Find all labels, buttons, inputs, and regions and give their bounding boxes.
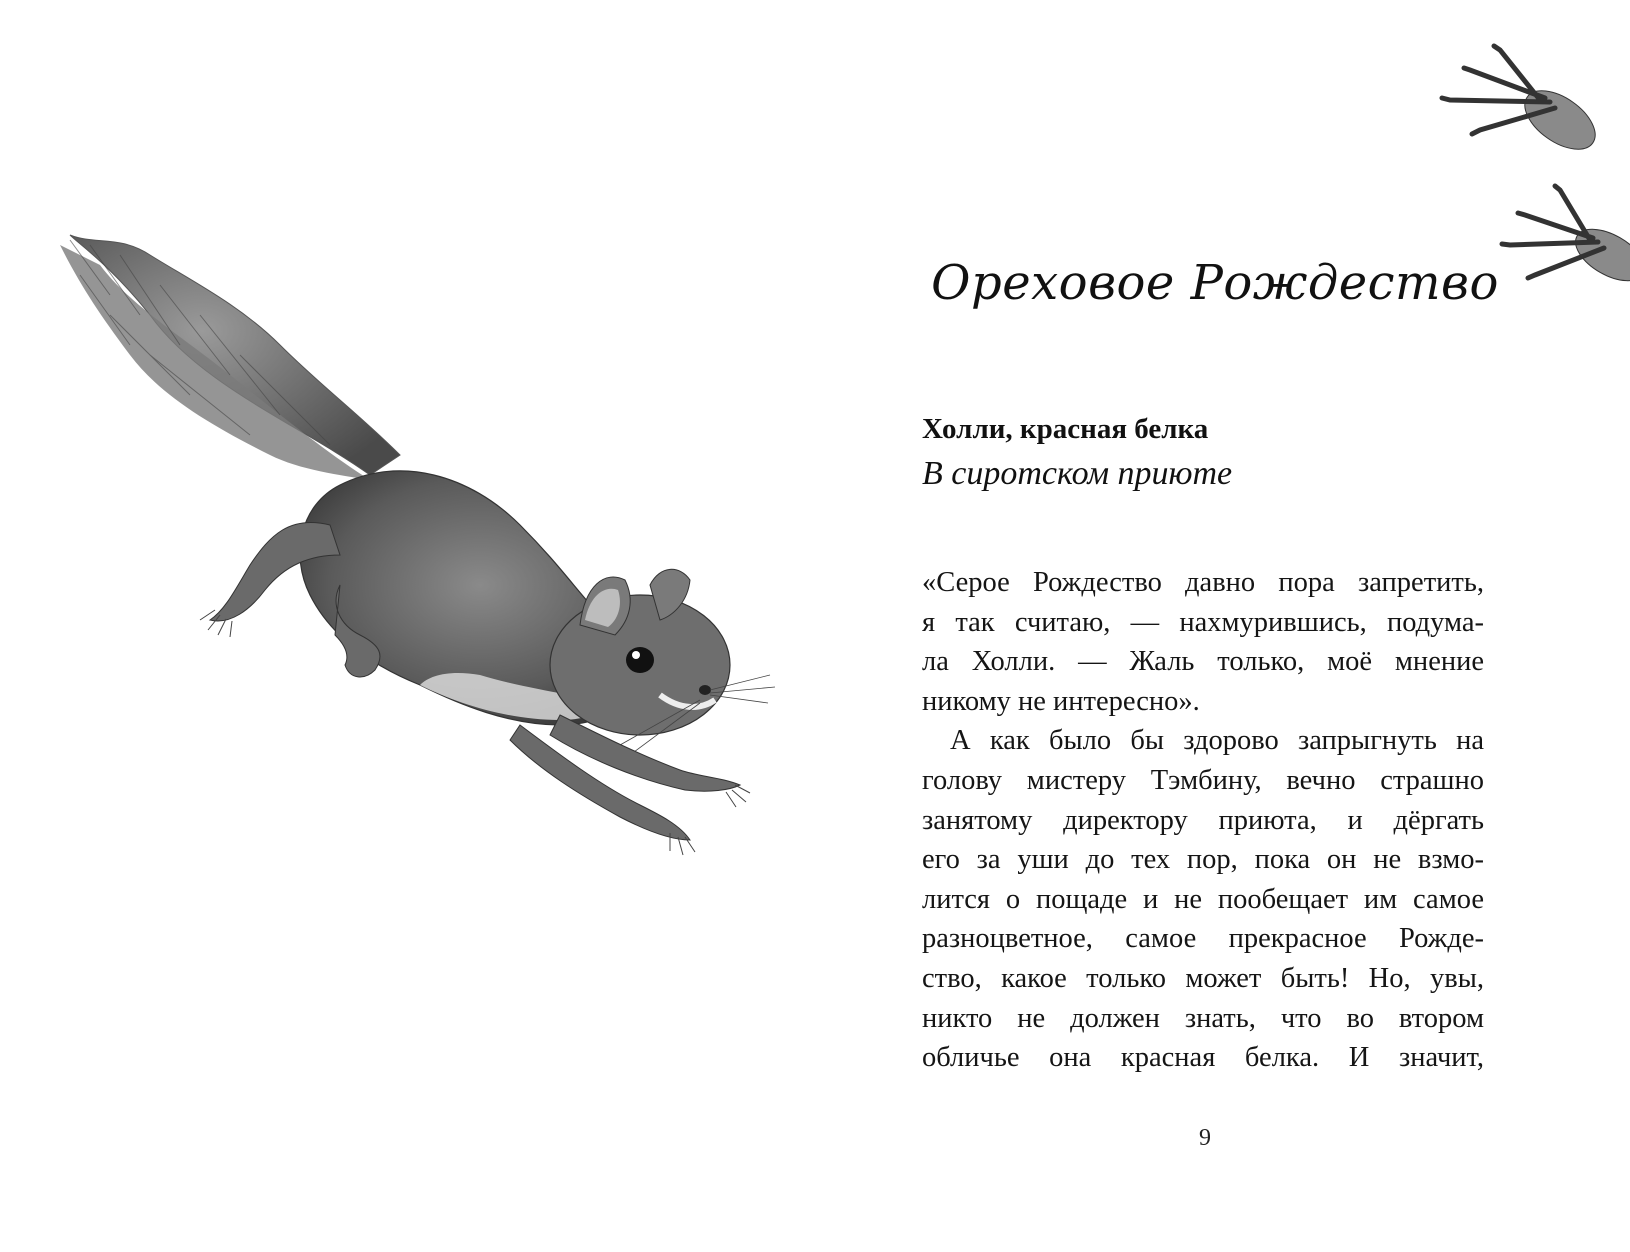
page-number: 9 [1199, 1125, 1211, 1151]
text-line: «Серое Рождество давно пора запретить, [922, 567, 1484, 598]
text-line: ство, какое только может быть! Но, увы, [922, 962, 1484, 994]
body-text [922, 563, 1484, 1078]
location-subtitle: В сиротском приюте [922, 455, 1233, 492]
squirrel-illustration [40, 225, 800, 915]
text-line: А как было бы здорово запрыгнуть на [950, 725, 1484, 757]
paw-print-icon [1442, 46, 1605, 161]
text-line: голову мистеру Тэмбину, вечно страшно [922, 764, 1484, 796]
text-line: ла Холли. — Жаль только, моё мнение [922, 646, 1484, 678]
squirrel-tail [60, 235, 400, 480]
character-name: Холли, красная белка [922, 413, 1209, 445]
text-line: обличье она красная белка. И значит, [922, 1042, 1484, 1074]
text-line: лится о пощаде и не пообещает им самое [922, 883, 1484, 915]
text-line: занятому директору приюта, и дёргать [922, 804, 1484, 836]
text-line: я так считаю, — нахмурившись, подума- [922, 606, 1484, 638]
text-line: разноцветное, самое прекрасное Рожде- [922, 923, 1484, 955]
text-line: никому не интересно». [922, 685, 1200, 717]
text-line: его за уши до тех пор, пока он не взмо- [922, 844, 1484, 876]
chapter-title: Ореховое Рождество [931, 255, 1499, 311]
text-line: никто не должен знать, что во втором [922, 1002, 1484, 1034]
